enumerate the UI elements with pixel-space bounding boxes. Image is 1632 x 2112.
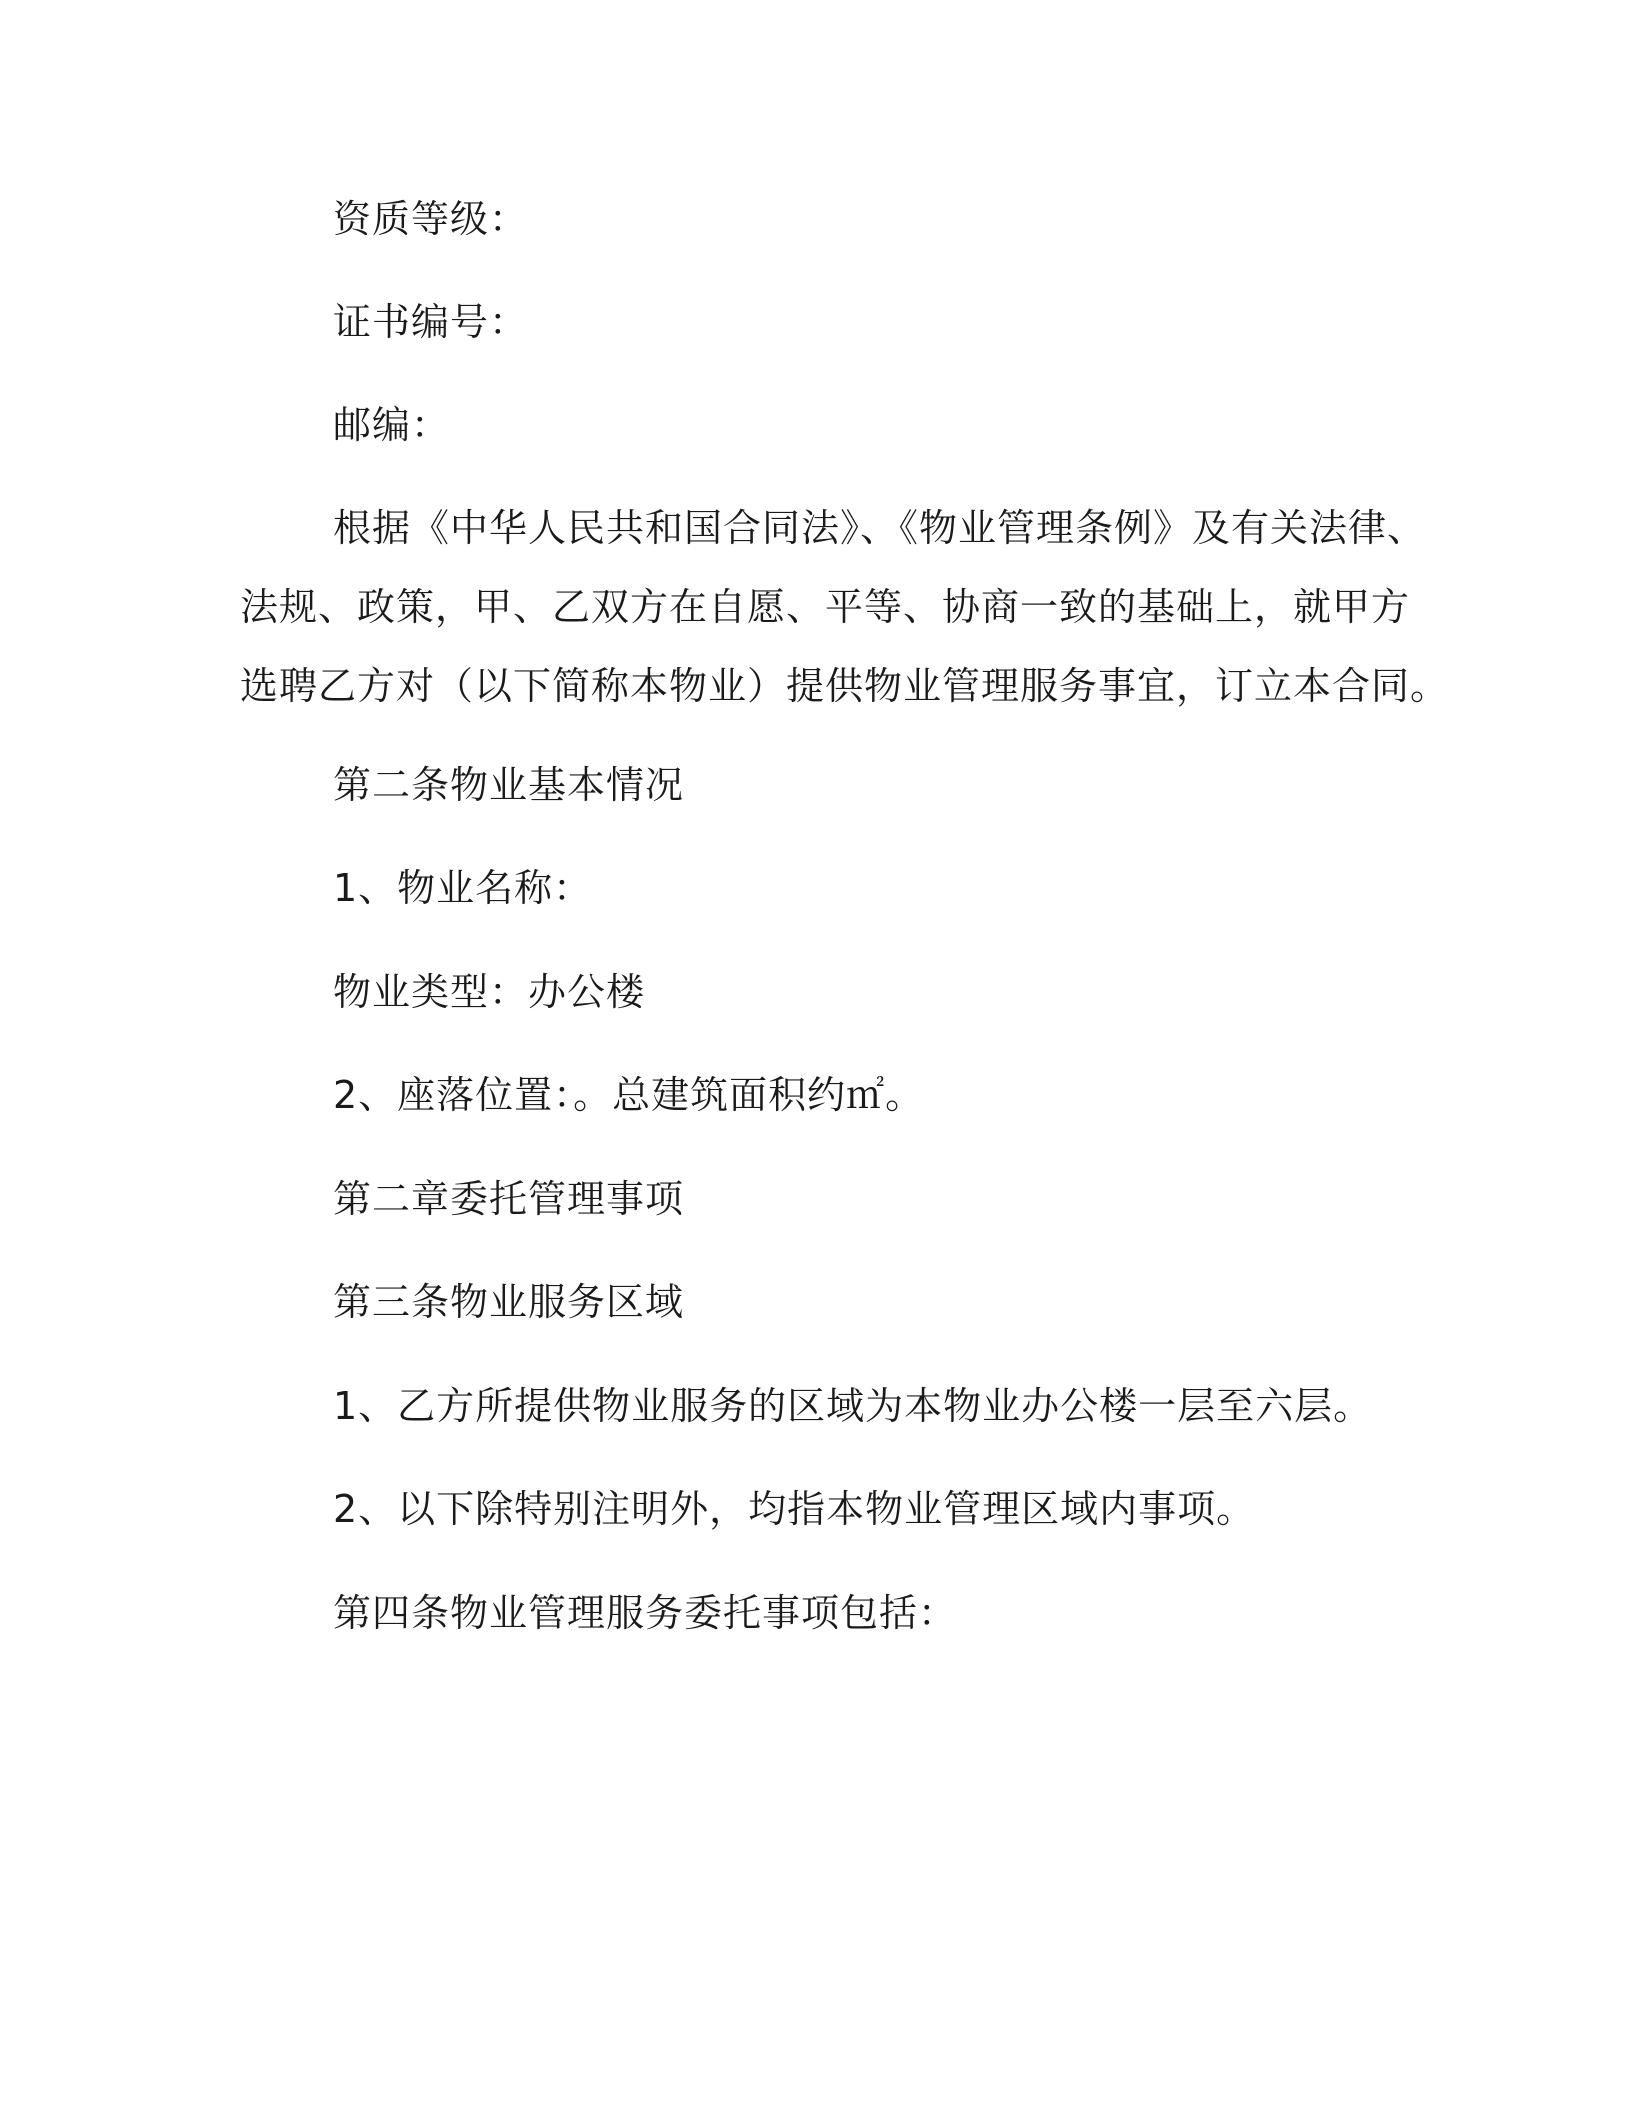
article-2-heading: 第二条物业基本情况	[333, 763, 685, 807]
preamble-line-2: 法规、政策，甲、乙双方在自愿、平等、协商一致的基础上，就甲方	[240, 585, 1411, 629]
article-4-heading: 第四条物业管理服务委托事项包括：	[333, 1591, 958, 1635]
article-3-heading: 第三条物业服务区域	[333, 1280, 685, 1324]
qualification-level-label: 资质等级：	[333, 197, 529, 241]
postal-code-label: 邮编：	[333, 403, 451, 447]
service-area-item-2: 2、以下除特别注明外，均指本物业管理区域内事项。	[333, 1487, 1256, 1531]
service-area-item-1: 1、乙方所提供物业服务的区域为本物业办公楼一层至六层。	[333, 1384, 1373, 1428]
property-location-item: 2、座落位置：。总建筑面积约㎡。	[333, 1073, 925, 1117]
preamble-line-1: 根据《中华人民共和国合同法》、《物业管理条例》及有关法律、	[333, 506, 1427, 550]
property-name-item: 1、物业名称：	[333, 866, 593, 910]
certificate-number-label: 证书编号：	[333, 300, 529, 344]
chapter-2-heading: 第二章委托管理事项	[333, 1177, 685, 1221]
preamble-line-3: 选聘乙方对（以下简称本物业）提供物业管理服务事宜，订立本合同。	[240, 664, 1450, 708]
property-type-item: 物业类型：办公楼	[333, 970, 646, 1014]
